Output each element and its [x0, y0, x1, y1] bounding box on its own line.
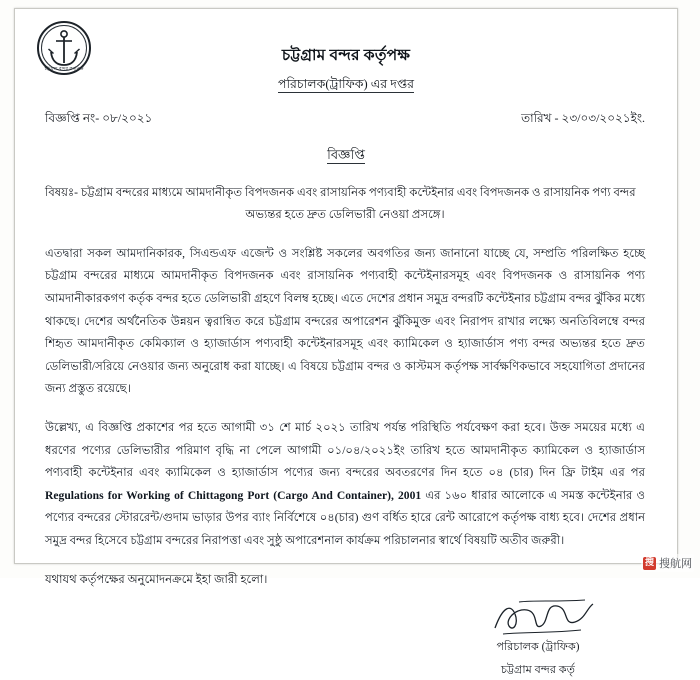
notice-number: বিজ্ঞপ্তি নং- ০৮/২০২১: [45, 111, 153, 125]
signatory-designation: পরিচালক (ট্রাফিক): [496, 640, 580, 653]
paragraph-1: এতদ্বারা সকল আমদানিকারক, সিএন্ডএফ এজেন্ট ও সংশ্লিষ্ট সকলের অবগতির জন্য জানানো যাচ্ছে যে, সম্প্রতি পরিলক্ষিত হচ্ছে চট্টগ্রাম বন্দরের মাধ্যমে আমদানীকৃত বিপদজনক এবং রাসায়নিক পণ্যবাহী কন্টেইনারসমূহ এবং বিপদজনক ও রাসায়নিক পণ্য আমদানীকারকগণ কর্তৃক বন্দর হতে ডেলিভারী গ্রহণে বিলম্ব হচ্ছে। এতে দেশের প্রধান সমুদ্র বন্দরটি কন্টেইনার চট্টগ্রাম বন্দর ঝুঁকির মধ্যে থাকছে। দেশের অর্থনৈতিক উন্নয়ন ত্বরান্বিত করে চট্টগ্রাম বন্দরের অপারেশন ঝুঁকিমুক্ত এবং নিরাপদ রাখার লক্ষ্যে অনতিবিলম্বে বন্দর শিহৃত আমদানীকৃত কেমিক্যাল ও হ্যাজার্ডাস পণ্যবাহী কন্টেইনারসমূহ এবং ক্যামিকেল ও হ্যাজার্ডাস পণ্য বন্দর অভ্যন্তর হতে দ্রুত ডেলিভারী/সরিয়ে নেওয়ার জন্য অনুরোধ করা যাচ্ছে। এ বিষয়ে চট্টগ্রাম বন্দর ও কাস্টমস কর্তৃপক্ষ সার্বক্ষণিকভাবে সহযোগিতা প্রদানের জন্য প্রস্তুত রয়েছে।: [45, 246, 645, 396]
paragraph-2: [41, 417, 651, 553]
regulation-reference: Regulations for Working of Chittagong Port (Cargo And Container), 2001: [45, 488, 422, 502]
department-name-text: পরিচালক(ট্রাফিক) এর দপ্তর: [278, 77, 414, 91]
watermark-text: 搜航网: [659, 557, 692, 570]
organization-name: চট্টগ্রাম বন্দর কর্তৃপক্ষ: [281, 47, 411, 64]
logo-caption: চট্টগ্রাম বন্দর কর্তৃপক্ষ: [44, 66, 84, 71]
watermark: [641, 554, 694, 572]
notice-date: তারিখ - ২৩/০৩/২০২১ইং.: [521, 111, 645, 125]
document-title: [41, 146, 651, 167]
paragraph-2-part-2: এর ১৬০ ধারার আলোকে এ সমস্ত কন্টেইনার ও পণ্যের বন্দরের স্টোররেন্ট/গুদাম ভাড়ার উপর ব্যাং নির্বিশেষে ০৪(চার) গুণ বর্ধিত হারে রেন্ট আরোপে কর্তৃপক্ষ বাধ্য হবে। দেশের প্রধান সমুদ্র বন্দর হিসেবে চট্টগ্রাম বন্দরের নিরাপত্তা এবং সুষ্ঠু অপারেশনাল কার্যক্রম পরিচালনার স্বার্থে বিষয়টি অতীব জরুরী।: [45, 488, 645, 547]
subject-line-1: চট্টগ্রাম বন্দরের মাধ্যমে আমদানীকৃত বিপদজনক এবং রাসায়নিক পণ্যবাহী কন্টেইনার এবং বিপদজনক ও রাসায়নিক পণ্য বন্দর: [80, 186, 636, 199]
chittagong-port-authority-logo-icon: [37, 21, 91, 75]
signatory-organization: চট্টগ্রাম বন্দর কর্তৃ: [500, 663, 576, 676]
signatory: [443, 638, 633, 680]
handwritten-signature-icon: [489, 596, 599, 638]
department-name: [278, 76, 414, 96]
document-header: [41, 19, 651, 96]
subject-line-2: অভ্যন্তর হতে দ্রুত ডেলিভারী নেওয়া প্রসঙ্গে।: [245, 208, 445, 222]
document-title-text: বিজ্ঞপ্তি: [327, 147, 365, 162]
closing-line: যথাযথ কর্তৃপক্ষের অনুমোদনক্রমে ইহা জারী হলো।: [45, 572, 268, 586]
signature-block: [41, 598, 651, 676]
paragraph-2-part-1: উল্লেখ্য, এ বিজ্ঞপ্তি প্রকাশের পর হতে আগামী ৩১ শে মার্চ ২০২১ তারিখ পর্যন্ত পরিস্থিতি পর্যবেক্ষণ করা হবে। উক্ত সময়ের মধ্যে এ ধরণের পণ্যের ডেলিভারীর পরিমাণ বৃদ্ধি না পেলে আগামী ০১/০৪/২০২১ইং তারিখ হতে আমদানীকৃত ক্যামিকেল ও হ্যাজার্ডাস পণ্যবাহী কন্টেইনার এবং ক্যামিকেল ও হ্যাজার্ডাস পণ্যের জন্য বন্দরের অবতরণের দিন হতে ০৪ (চার) দিন ফ্রি টাইম এর পর: [45, 421, 645, 480]
watermark-logo-icon: 搜: [644, 557, 654, 568]
meta-row: [41, 110, 651, 130]
subject-block: [41, 182, 651, 226]
subject-label: বিষয়ঃ-: [45, 186, 79, 199]
